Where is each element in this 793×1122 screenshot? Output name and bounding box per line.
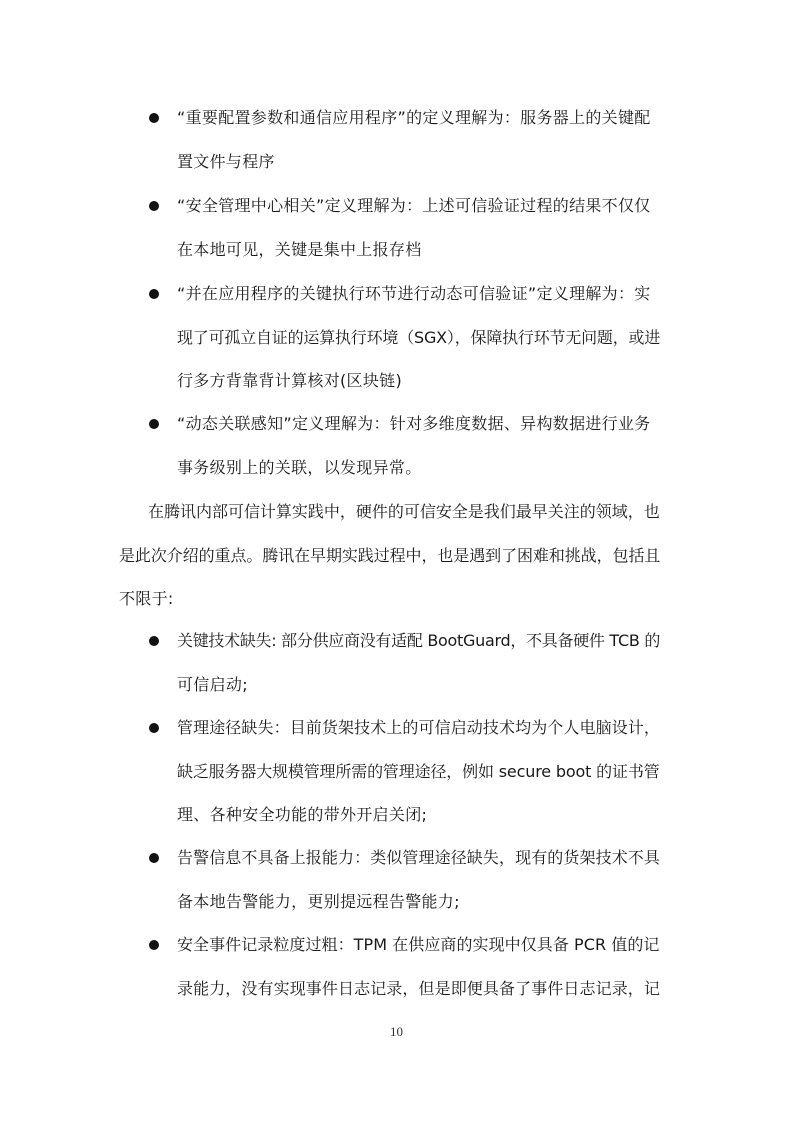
paragraph-line: 不限于:: [119, 589, 174, 608]
bullet-icon: [149, 636, 159, 646]
page-number: 10: [390, 1024, 403, 1039]
bullet-icon: [149, 289, 159, 299]
bullet-icon: [149, 723, 159, 733]
list-item-line: “重要配置参数和通信应用程序”的定义理解为：服务器上的关键配: [177, 108, 651, 127]
paragraph-line: 在腾讯内部可信计算实践中，硬件的可信安全是我们最早关注的领域，也: [148, 502, 660, 521]
list-item-line: 置文件与程序: [177, 152, 275, 171]
bullet-icon: [149, 940, 159, 950]
list-item-line: 事务级别上的关联，以发现异常。: [177, 458, 422, 477]
list-item-line: 录能力，没有实现事件日志记录，但是即便具备了事件日志记录，记: [177, 979, 661, 998]
list-item-line: 在本地可见，关键是集中上报存档: [177, 240, 422, 259]
list-item-line: 备本地告警能力，更别提远程告警能力;: [177, 892, 460, 911]
bullet-icon: [149, 201, 159, 211]
list-item-line: 现了可孤立自证的运算执行环境（SGX），保障执行环节无问题，或进: [177, 328, 661, 347]
list-item-line: 告警信息不具备上报能力：类似管理途径缺失，现有的货架技术不具: [177, 848, 661, 867]
list-item-line: “安全管理中心相关”定义理解为：上述可信验证过程的结果不仅仅: [177, 196, 651, 215]
list-item-line: 可信启动;: [177, 675, 248, 694]
list-item-line: 理、各种安全功能的带外开启关闭;: [177, 805, 428, 824]
bullet-icon: [149, 419, 159, 429]
list-item-line: 缺乏服务器大规模管理所需的管理途径，例如 secure boot 的证书管: [177, 762, 660, 781]
list-item-line: 管理途径缺失：目前货架技术上的可信启动技术均为个人电脑设计，: [177, 718, 661, 737]
bullet-icon: [149, 113, 159, 123]
list-item-line: 行多方背靠背计算核对(区块链): [177, 371, 402, 390]
list-item-line: 安全事件记录粒度过粗：TPM 在供应商的实现中仅具备 PCR 值的记: [177, 935, 660, 954]
bullet-icon: [149, 853, 159, 863]
list-item-line: 关键技术缺失: 部分供应商没有适配 BootGuard，不具备硬件 TCB 的: [177, 631, 661, 650]
list-item-line: “并在应用程序的关键执行环节进行动态可信验证”定义理解为：实: [177, 284, 651, 303]
list-item-line: “动态关联感知”定义理解为：针对多维度数据、异构数据进行业务: [177, 414, 651, 433]
paragraph-line: 是此次介绍的重点。腾讯在早期实践过程中，也是遇到了困难和挑战，包括且: [119, 546, 661, 565]
